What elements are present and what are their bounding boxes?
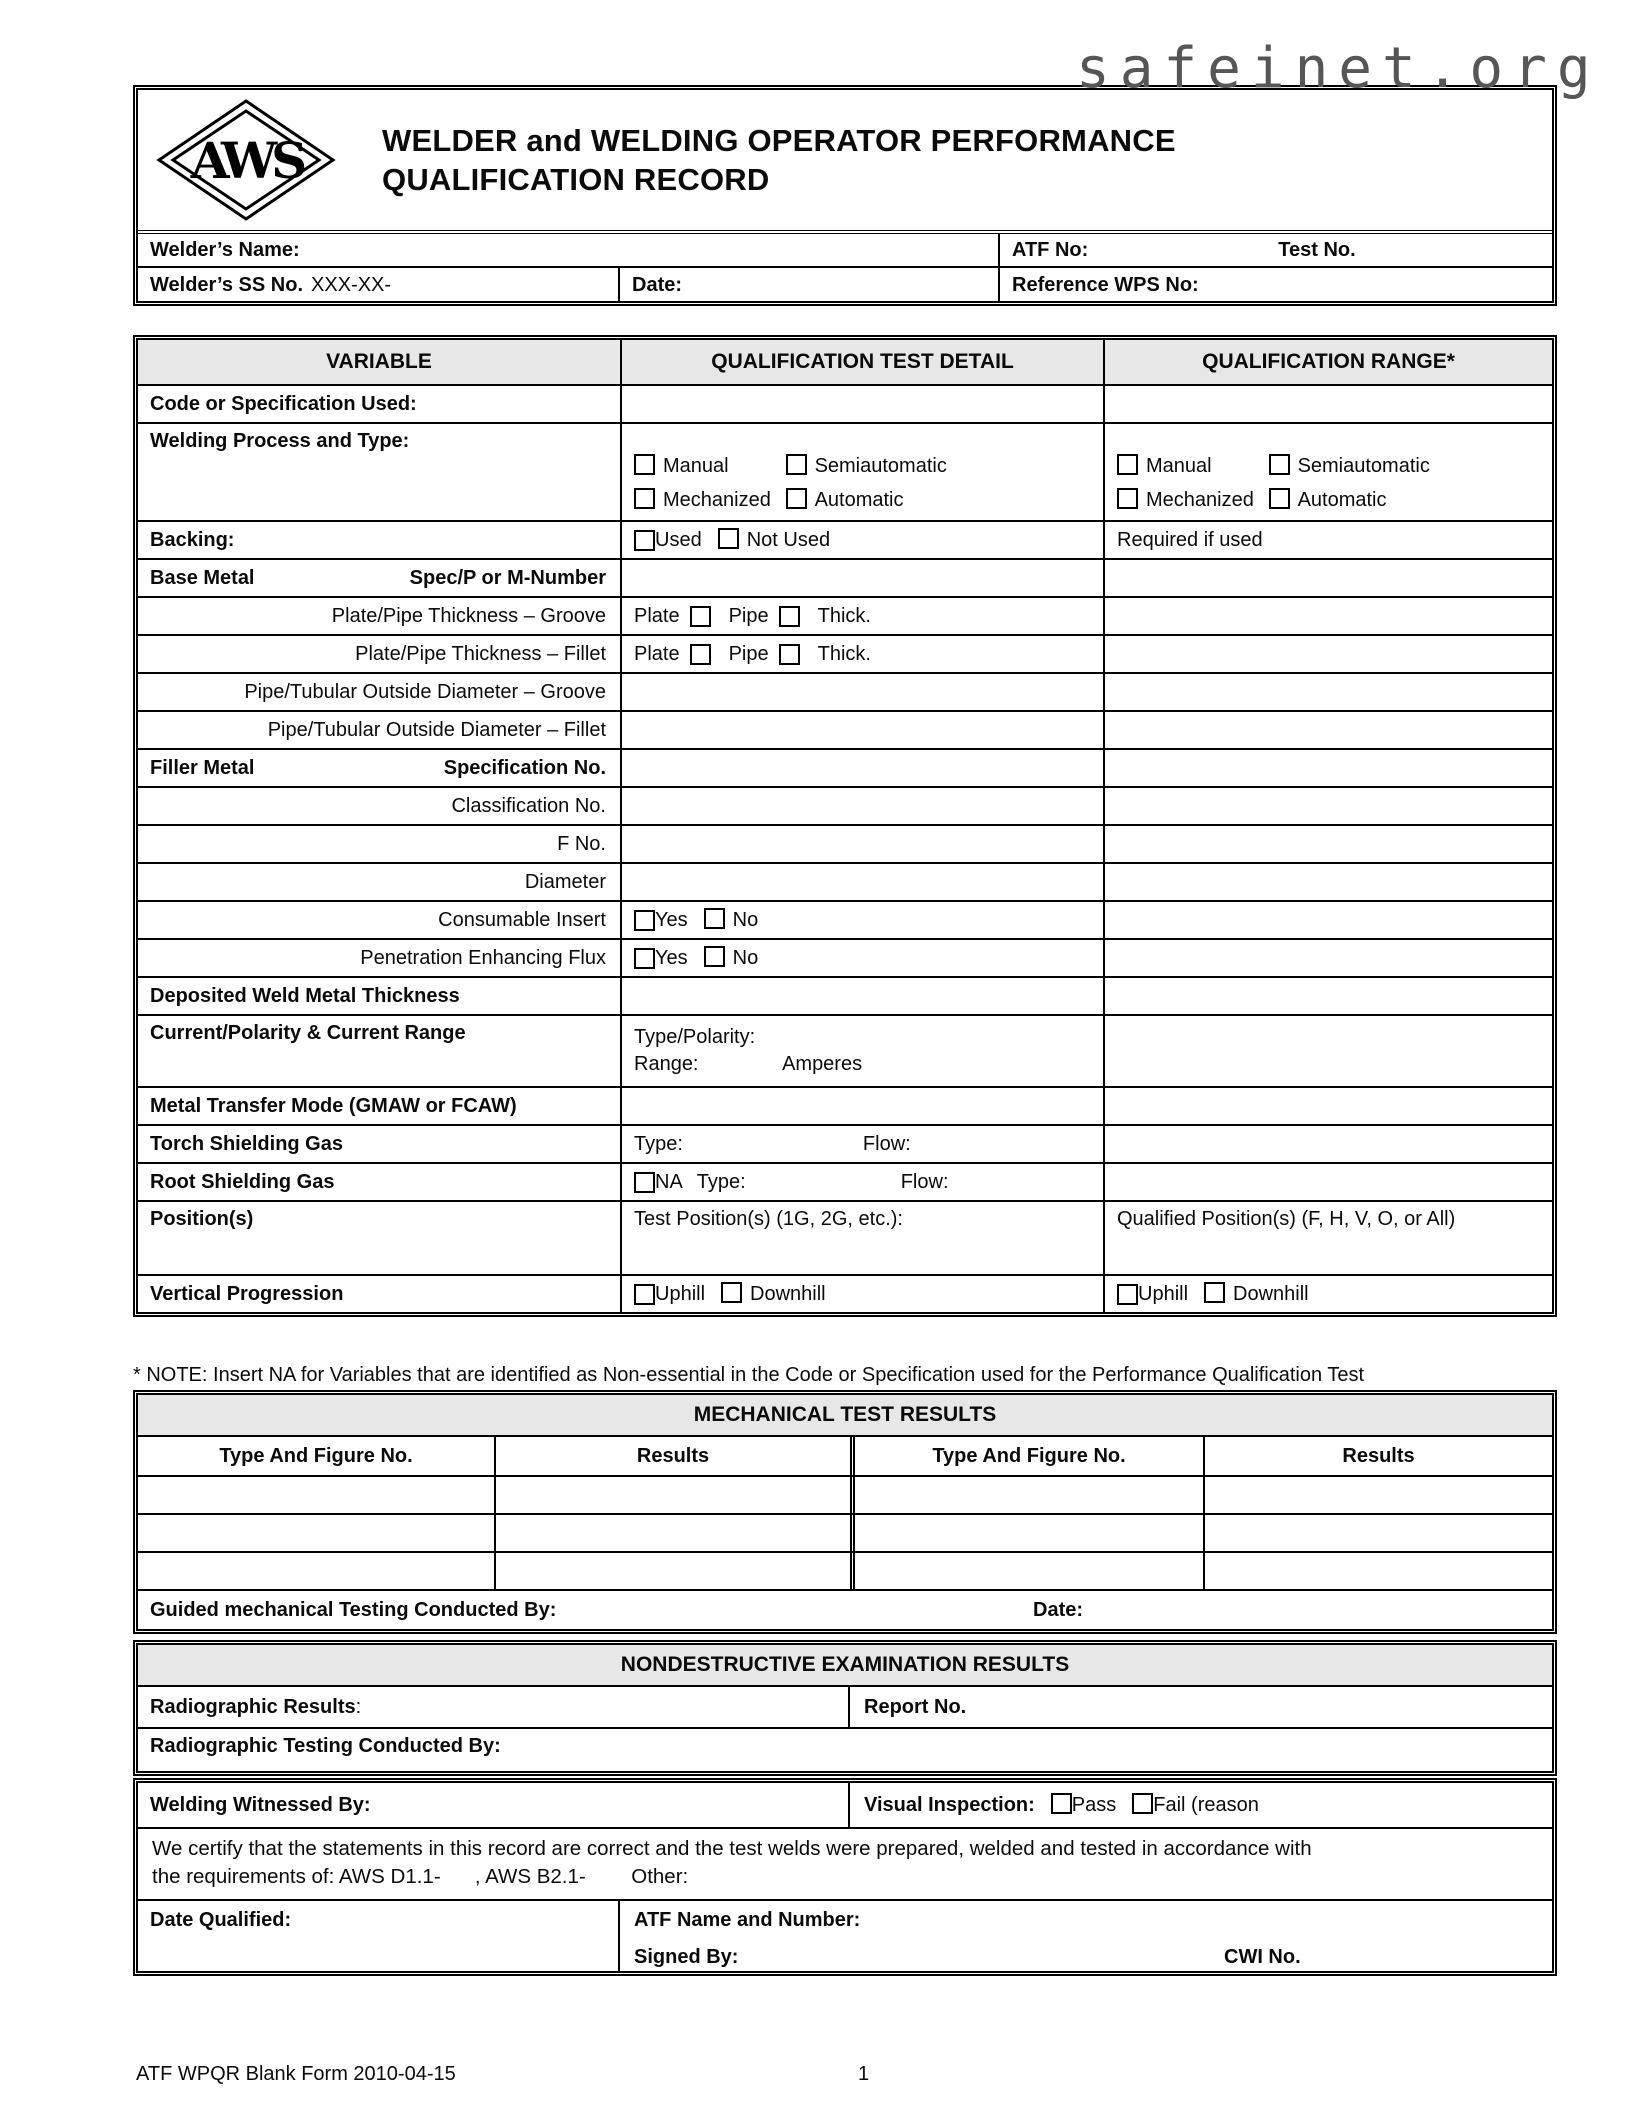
no-checkbox[interactable]: [704, 908, 725, 929]
welder-name-row: [138, 230, 1552, 266]
range-cell-empty: [1103, 902, 1552, 938]
col-header-variable: VARIABLE: [138, 340, 620, 384]
header-box: [133, 85, 1557, 306]
form-title-line2: QUALIFICATION RECORD: [382, 162, 770, 197]
process-options-line2: [634, 488, 1103, 512]
process-range-line2: [1117, 488, 1552, 512]
row-metal-transfer: [138, 1086, 1552, 1124]
radiographic-results-cell: [138, 1687, 850, 1727]
range-cell-empty: [1103, 712, 1552, 748]
used-checkbox[interactable]: [634, 530, 655, 551]
range-cell-empty: [1103, 636, 1552, 672]
manual-checkbox[interactable]: [634, 454, 655, 475]
row-label: Position(s): [150, 1208, 254, 1230]
detail-cell: [620, 1126, 1103, 1162]
atf-name-number-label: ATF Name and Number:: [634, 1909, 861, 1931]
row-penetration-flux: [138, 938, 1552, 976]
plate-checkbox[interactable]: [690, 606, 711, 627]
range-cell-empty: [1103, 1088, 1552, 1124]
manual-range-checkbox[interactable]: [1117, 454, 1138, 475]
report-no-cell: [850, 1687, 1552, 1727]
detail-cell: [620, 1164, 1103, 1200]
mech-cell-empty: [1203, 1553, 1552, 1589]
uphill-range-checkbox[interactable]: [1117, 1284, 1138, 1305]
certification-statement: [138, 1827, 1552, 1899]
row-pipe-fillet: [138, 710, 1552, 748]
certification-line2: the requirements of: AWS D1.1- , AWS B2.1- Other:: [152, 1865, 689, 1888]
row-label: Current/Polarity & Current Range: [150, 1022, 466, 1044]
mech-cell-empty: [850, 1477, 1203, 1513]
row-label: Pipe/Tubular Outside Diameter – Fillet: [267, 718, 606, 741]
option-label: No: [732, 947, 759, 969]
range-cell-empty: [1103, 1016, 1552, 1086]
detail-cell: [620, 598, 1103, 634]
row-torch-gas: [138, 1124, 1552, 1162]
footer-form-id: ATF WPQR Blank Form 2010-04-15: [136, 2063, 456, 2085]
downhill-checkbox[interactable]: [721, 1282, 742, 1303]
range-cell: [1103, 424, 1552, 520]
detail-cell-empty: [620, 560, 1103, 596]
cwi-no-label: CWI No.: [1224, 1946, 1301, 1968]
yes-checkbox[interactable]: [634, 910, 655, 931]
detail-cell: [620, 940, 1103, 976]
row-label: F No.: [557, 832, 606, 855]
ss-no-label: Welder’s SS No.: [150, 274, 304, 296]
row-label: Consumable Insert: [438, 908, 606, 931]
row-label: Penetration Enhancing Flux: [360, 946, 606, 969]
radiographic-conducted-row: [138, 1727, 1552, 1771]
row-label: Metal Transfer Mode (GMAW or FCAW): [150, 1094, 517, 1117]
row-label: Vertical Progression: [150, 1282, 344, 1305]
row-label: Root Shielding Gas: [150, 1170, 335, 1193]
type-label: Type:: [696, 1170, 746, 1193]
detail-cell-empty: [620, 712, 1103, 748]
row-deposited-thickness: [138, 976, 1552, 1014]
fail-label: Fail (reason: [1153, 1794, 1259, 1816]
plate-checkbox[interactable]: [690, 644, 711, 665]
flow-label: Flow:: [862, 1132, 911, 1155]
mechanical-section-title: MECHANICAL TEST RESULTS: [138, 1395, 1552, 1435]
visual-inspection-label: Visual Inspection:: [864, 1793, 1035, 1816]
pass-checkbox[interactable]: [1051, 1793, 1072, 1814]
type-label: Type:: [634, 1132, 683, 1155]
row-label: Plate/Pipe Thickness – Fillet: [355, 642, 606, 665]
mech-cell-empty: [494, 1515, 850, 1551]
range-cell-empty: [1103, 1126, 1552, 1162]
test-no-label: Test No.: [1278, 238, 1356, 261]
nde-box: [133, 1640, 1557, 1776]
detail-cell: [620, 902, 1103, 938]
range-cell-empty: [1103, 674, 1552, 710]
process-options-line1: [634, 454, 1103, 478]
thick-label: Thick.: [817, 604, 871, 627]
detail-cell: [620, 522, 1103, 558]
row-pipe-groove: [138, 672, 1552, 710]
yes-checkbox[interactable]: [634, 948, 655, 969]
row-label: Code or Specification Used:: [150, 392, 417, 415]
certification-box: [133, 1778, 1557, 1976]
range-cell-empty: [1103, 940, 1552, 976]
range-cell-empty: [1103, 750, 1552, 786]
option-label: Uphill: [655, 1282, 706, 1305]
option-label: Downhill: [750, 1283, 826, 1305]
row-label: Torch Shielding Gas: [150, 1132, 343, 1155]
col-type-figure-2: Type And Figure No.: [850, 1437, 1203, 1475]
row-label: Pipe/Tubular Outside Diameter – Groove: [244, 680, 606, 703]
detail-cell: [620, 636, 1103, 672]
mechanical-results-box: [133, 1390, 1557, 1634]
report-no-label: Report No.: [864, 1695, 967, 1718]
row-label: Welding Process and Type:: [150, 430, 410, 452]
radiographic-row: [138, 1685, 1552, 1727]
detail-cell-empty: [620, 674, 1103, 710]
row-classification: [138, 786, 1552, 824]
row-base-metal: [138, 558, 1552, 596]
option-label: Uphill: [1138, 1282, 1189, 1305]
welder-name-cell: [138, 234, 1000, 266]
option-label: Used: [655, 528, 702, 551]
row-plate-groove: [138, 596, 1552, 634]
range-cell-empty: [1103, 386, 1552, 422]
option-label: Automatic: [814, 489, 904, 511]
visual-inspection-cell: [850, 1783, 1552, 1827]
row-welding-process: [138, 422, 1552, 520]
col-header-detail: QUALIFICATION TEST DETAIL: [620, 340, 1103, 384]
col-results-2: Results: [1203, 1437, 1552, 1475]
detail-cell: [620, 1016, 1103, 1086]
process-range-line1: [1117, 454, 1552, 478]
range-cell-empty: [1103, 560, 1552, 596]
fail-checkbox[interactable]: [1132, 1793, 1153, 1814]
semiautomatic-range-checkbox[interactable]: [1269, 454, 1290, 475]
range-cell-empty: [1103, 788, 1552, 824]
mech-data-row: [138, 1551, 1552, 1589]
welding-witnessed-cell: [138, 1783, 850, 1827]
mech-data-row: [138, 1513, 1552, 1551]
option-label: Not Used: [746, 529, 831, 551]
date-qualified-cell: [138, 1901, 620, 1971]
col-type-figure-1: Type And Figure No.: [219, 1444, 413, 1467]
option-label: No: [732, 909, 759, 931]
option-label: Manual: [1146, 455, 1212, 477]
option-label: Semiautomatic: [814, 455, 947, 477]
welder-name-label: Welder’s Name:: [150, 238, 300, 261]
row-diameter: [138, 862, 1552, 900]
detail-cell-empty: [620, 826, 1103, 862]
mech-cell-empty: [850, 1553, 1203, 1589]
row-label-cell: [138, 560, 620, 596]
row-filler-metal: [138, 748, 1552, 786]
date-qualified-row: [138, 1899, 1552, 1971]
note-text: * NOTE: Insert NA for Variables that are identified as Non-essential in the Code or Specification used for the Performance Qualification Test: [133, 1364, 1364, 1386]
reference-wps-label: Reference WPS No:: [1012, 274, 1199, 296]
range-label: Range:: [634, 1053, 699, 1075]
range-amperes-line: [634, 1053, 862, 1076]
detail-cell-empty: [620, 1088, 1103, 1124]
ss-no-value: XXX-XX-: [311, 274, 392, 296]
form-title: [382, 121, 1176, 199]
spec-p-m-number-label: Spec/P or M-Number: [409, 566, 606, 589]
na-label: NA: [655, 1170, 683, 1193]
pass-label: Pass: [1071, 1794, 1117, 1816]
option-label: Downhill: [1233, 1283, 1309, 1305]
title-area: [138, 90, 1552, 230]
plate-label: Plate: [634, 642, 680, 665]
uphill-checkbox[interactable]: [634, 1284, 655, 1305]
row-label: Deposited Weld Metal Thickness: [150, 984, 460, 1007]
witnessed-row: [138, 1783, 1552, 1827]
reference-wps-cell: [1000, 268, 1552, 303]
radiographic-results-label: Radiographic Results: [150, 1695, 356, 1718]
range-cell-empty: [1103, 864, 1552, 900]
detail-cell-empty: [620, 386, 1103, 422]
test-positions-label: Test Position(s) (1G, 2G, etc.):: [634, 1208, 903, 1230]
range-cell-empty: [1103, 598, 1552, 634]
radiographic-conducted-label: Radiographic Testing Conducted By:: [150, 1735, 501, 1757]
row-positions: [138, 1200, 1552, 1274]
row-backing: [138, 520, 1552, 558]
mechanized-checkbox[interactable]: [634, 488, 655, 509]
detail-cell: [620, 424, 1103, 520]
row-label: Backing:: [150, 528, 235, 551]
automatic-range-checkbox[interactable]: [1269, 488, 1290, 509]
nde-section-title: NONDESTRUCTIVE EXAMINATION RESULTS: [138, 1645, 1552, 1685]
aws-logo-icon: [156, 98, 336, 222]
mech-cell-empty: [138, 1553, 494, 1589]
plate-label: Plate: [634, 604, 680, 627]
mech-cell-empty: [1203, 1515, 1552, 1551]
pipe-checkbox[interactable]: [779, 644, 800, 665]
detail-cell: [620, 1202, 1103, 1274]
mech-cell-empty: [138, 1477, 494, 1513]
detail-cell-empty: [620, 750, 1103, 786]
col-results-1: Results: [494, 1437, 850, 1475]
detail-cell-empty: [620, 978, 1103, 1014]
qualification-table: [133, 335, 1557, 1317]
filler-metal-label: Filler Metal: [150, 756, 255, 779]
row-code-spec: [138, 384, 1552, 422]
signed-by-label: Signed By:: [634, 1946, 739, 1968]
thick-label: Thick.: [817, 642, 871, 665]
date-label: Date:: [632, 274, 683, 296]
option-label: Mechanized: [663, 489, 771, 511]
row-f-no: [138, 824, 1552, 862]
watermark: safeinet.org: [1076, 36, 1601, 101]
pipe-checkbox[interactable]: [779, 606, 800, 627]
semiautomatic-checkbox[interactable]: [786, 454, 807, 475]
downhill-range-checkbox[interactable]: [1204, 1282, 1225, 1303]
row-current-polarity: [138, 1014, 1552, 1086]
date-cell: [620, 268, 1000, 303]
row-label: Diameter: [524, 870, 606, 893]
automatic-checkbox[interactable]: [786, 488, 807, 509]
welder-ss-row: [138, 266, 1552, 303]
range-cell-empty: [1103, 826, 1552, 862]
range-cell-empty: [1103, 1164, 1552, 1200]
date-qualified-label: Date Qualified:: [150, 1909, 292, 1931]
amperes-label: Amperes: [782, 1053, 863, 1075]
footer-page-number: 1: [858, 2063, 870, 2085]
row-root-gas: [138, 1162, 1552, 1200]
form-title-line1: WELDER and WELDING OPERATOR PERFORMANCE: [382, 123, 1176, 158]
option-label: Manual: [663, 455, 729, 477]
row-plate-fillet: [138, 634, 1552, 672]
row-vertical-progression: [138, 1274, 1552, 1312]
guided-testing-label: Guided mechanical Testing Conducted By:: [150, 1598, 557, 1621]
signed-by-line: [634, 1946, 1552, 1969]
pipe-label: Pipe: [728, 642, 769, 665]
range-cell: [1103, 522, 1552, 558]
range-cell-empty: [1103, 978, 1552, 1014]
mech-cell-empty: [1203, 1477, 1552, 1513]
guided-date-label: Date:: [1033, 1598, 1084, 1621]
mech-header-row: [138, 1435, 1552, 1475]
base-metal-label: Base Metal: [150, 566, 255, 589]
table-header-row: [138, 340, 1552, 384]
mechanized-range-checkbox[interactable]: [1117, 488, 1138, 509]
ss-no-cell: [138, 268, 620, 303]
certification-line1: We certify that the statements in this record are correct and the test welds were prepared, welded and tested in accordance with: [152, 1837, 1312, 1860]
option-label: Yes: [655, 946, 688, 969]
mech-cell-empty: [138, 1515, 494, 1551]
mech-cell-empty: [494, 1477, 850, 1513]
svg-text:AWS: AWS: [190, 131, 302, 190]
option-label: Mechanized: [1146, 489, 1254, 511]
mech-cell-empty: [494, 1553, 850, 1589]
na-checkbox[interactable]: [634, 1172, 655, 1193]
row-label: Plate/Pipe Thickness – Groove: [331, 604, 606, 627]
mech-cell-empty: [850, 1515, 1203, 1551]
specification-no-label: Specification No.: [443, 756, 606, 779]
row-label: Classification No.: [451, 794, 606, 817]
detail-cell-empty: [620, 864, 1103, 900]
atf-no-label: ATF No:: [1012, 238, 1089, 261]
range-cell: [1103, 1276, 1552, 1312]
pipe-label: Pipe: [728, 604, 769, 627]
option-label: Automatic: [1297, 489, 1387, 511]
col-header-range: QUALIFICATION RANGE*: [1103, 340, 1552, 384]
qualified-positions-label: Qualified Position(s) (F, H, V, O, or All): [1117, 1208, 1456, 1230]
row-label-cell: [138, 750, 620, 786]
detail-cell-empty: [620, 788, 1103, 824]
option-label: Semiautomatic: [1297, 455, 1430, 477]
option-label: Yes: [655, 908, 688, 931]
flow-label: Flow:: [900, 1170, 949, 1193]
guided-testing-row: [138, 1589, 1552, 1629]
type-polarity-label: Type/Polarity:: [634, 1026, 756, 1048]
no-checkbox[interactable]: [704, 946, 725, 967]
welding-witnessed-label: Welding Witnessed By:: [150, 1793, 371, 1816]
range-cell: [1103, 1202, 1552, 1274]
atf-signature-cell: [620, 1901, 1552, 1971]
colon: :: [355, 1695, 362, 1718]
mech-data-row: [138, 1475, 1552, 1513]
row-consumable-insert: [138, 900, 1552, 938]
atf-test-cell: [1000, 234, 1552, 266]
not-used-checkbox[interactable]: [718, 528, 739, 549]
backing-range-text: Required if used: [1117, 528, 1263, 551]
detail-cell: [620, 1276, 1103, 1312]
